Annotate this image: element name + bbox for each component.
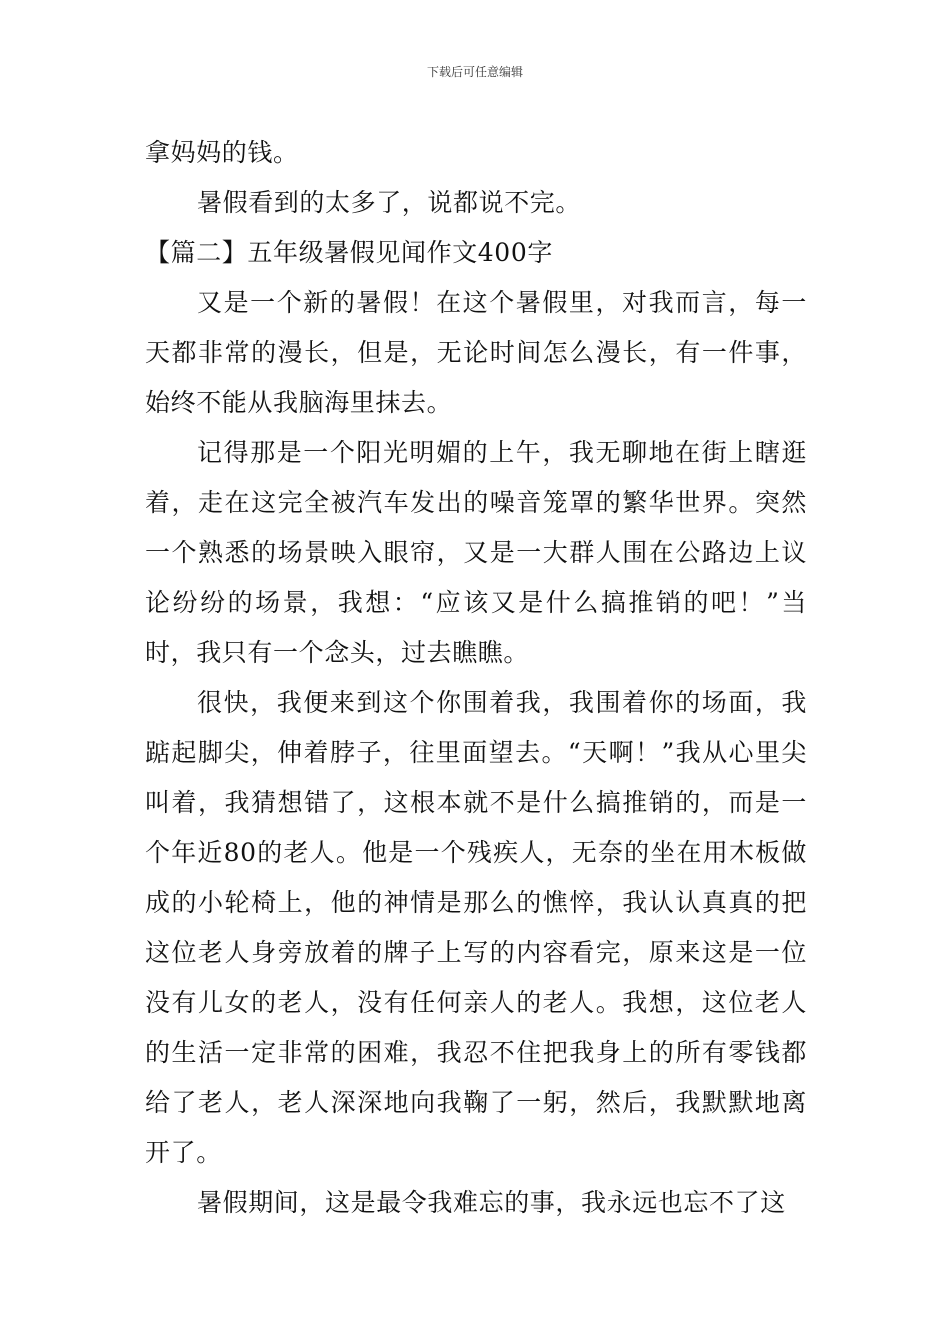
paragraph: 暑假期间，这是最令我难忘的事，我永远也忘不了这 [197, 1188, 786, 1217]
paragraph-continued: 拿妈妈的钱。 [145, 138, 299, 167]
section-heading: 【篇二】五年级暑假见闻作文400字 [145, 238, 553, 267]
document-body [145, 128, 807, 1228]
paragraph: 暑假看到的太多了，说都说不完。 [197, 188, 582, 217]
paragraph: 记得那是一个阳光明媚的上午，我无聊地在街上瞎逛着，走在这完全被汽车发出的噪音笼罩的繁华世界。突然一个熟悉的场景映入眼帘，又是一大群人围在公路边上议论纷纷的场景，我想：“应该又是什么搞推销的吧！”当时，我只有一个念头，过去瞧瞧。 [145, 438, 807, 667]
page-header: 下载后可任意编辑 [426, 65, 523, 79]
paragraph: 又是一个新的暑假！在这个暑假里，对我而言，每一天都非常的漫长，但是，无论时间怎么漫长，有一件事，始终不能从我脑海里抹去。 [145, 288, 807, 417]
paragraph: 很快，我便来到这个你围着我，我围着你的场面，我踮起脚尖，伸着脖子，往里面望去。“天啊！”我从心里尖叫着，我猜想错了，这根本就不是什么搞推销的，而是一个年近80的老人。他是一个残疾人，无奈的坐在用木板做成的小轮椅上，他的神情是那么的憔悴，我认认真真的把这位老人身旁放着的牌子上写的内容看完，原来这是一位没有儿女的老人，没有任何亲人的老人。我想，这位老人的生活一定非常的困难，我忍不住把我身上的所有零钱都给了老人，老人深深地向我鞠了一躬，然后，我默默地离开了。 [145, 688, 807, 1167]
